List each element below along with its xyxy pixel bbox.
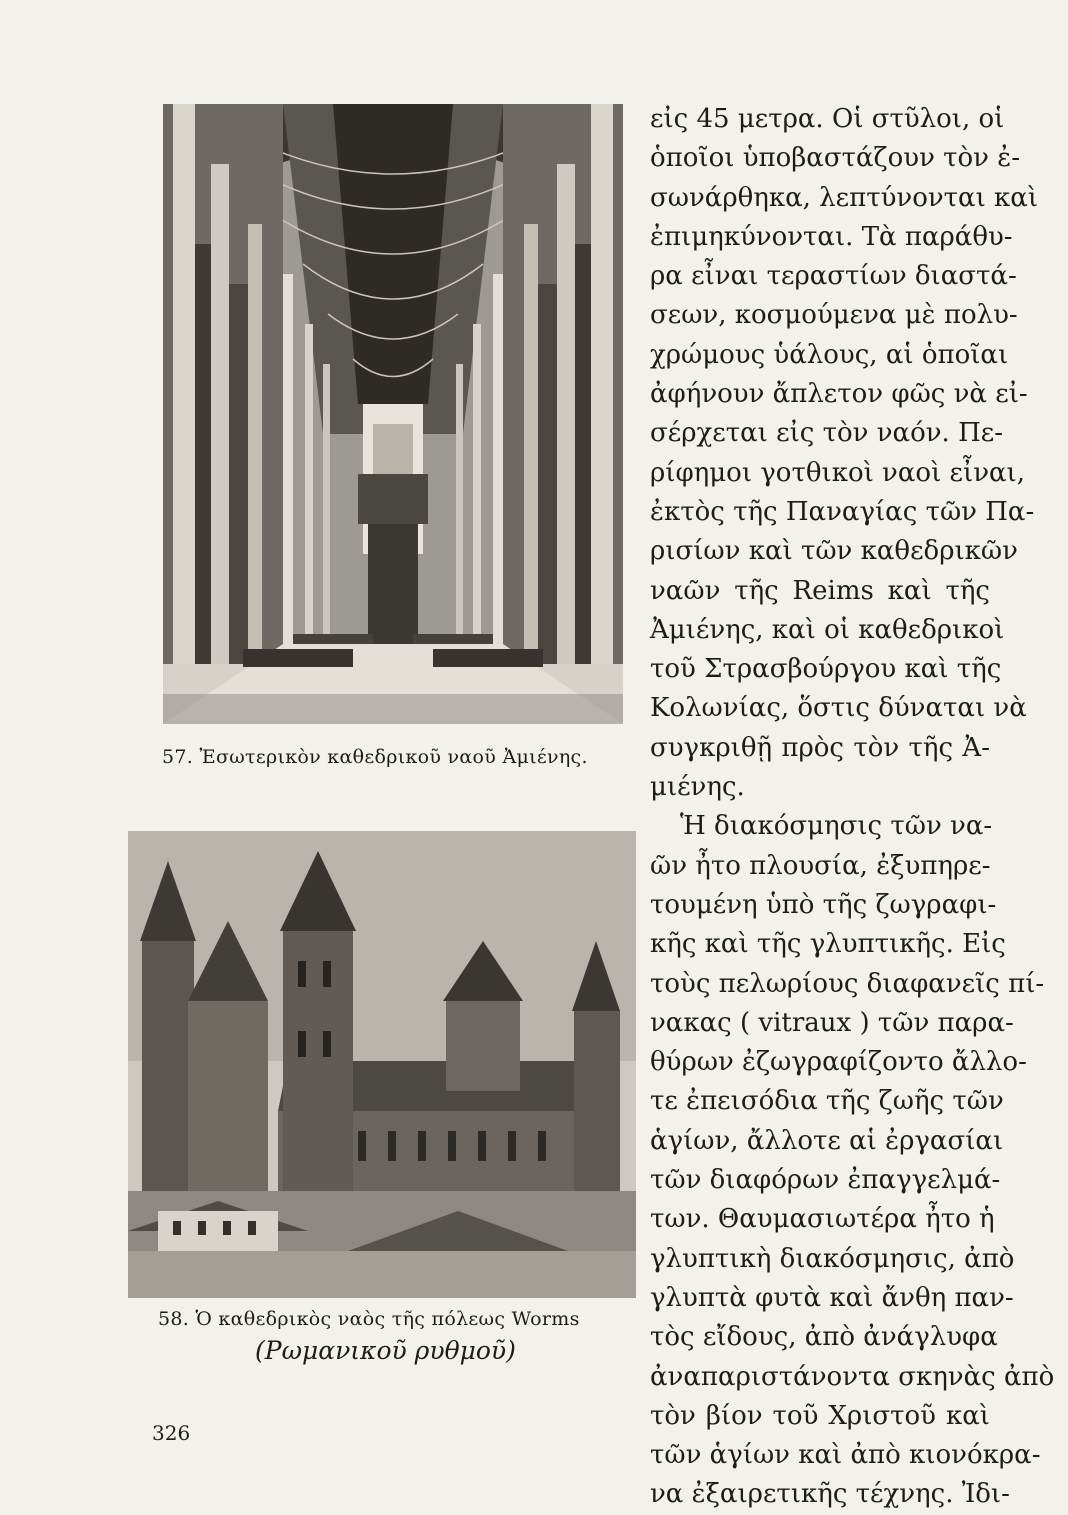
text-line: Ἀμιένης, καὶ οἱ καθεδρικοὶ — [650, 614, 1005, 645]
text-line: τοὺς πελωρίους διαφανεῖς πί- — [650, 968, 1045, 999]
text-line: ὁποῖοι ὑποβαστάζουν τὸν ἐ- — [650, 143, 1020, 174]
text-line: εἰς 45 μετρα. Οἱ στῦλοι, οἱ — [650, 104, 1005, 134]
text-line: θύρων ἐζωγραφίζοντο ἄλλο- — [650, 1047, 1027, 1078]
text-line: ρα εἶναι τεραστίων διαστά- — [650, 261, 1017, 292]
text-column — [650, 100, 1055, 1515]
text-line: να ἐξαιρετικῆς τέχνης. Ἰδι- — [650, 1479, 1010, 1510]
text-line: γλυπτικὴ διακόσμησις, ἀπὸ — [650, 1243, 1015, 1274]
text-line: ἀφήνουν ἄπλετον φῶς νὰ εἰ- — [650, 379, 1028, 410]
figure-58-caption: 58. Ὁ καθεδρικὸς ναὸς τῆς πόλεως Worms — [158, 1308, 580, 1330]
page-number: 326 — [152, 1421, 191, 1445]
text-line: ἐκτὸς τῆς Παναγίας τῶν Πα- — [650, 496, 1035, 527]
text-line: νακας ( vitraux ) τῶν παρα- — [650, 1007, 1014, 1038]
text-line: σωνάρθηκα, λεπτύνονται καὶ — [650, 182, 1039, 213]
figure-57-caption: 57. Ἐσωτερικὸν καθεδρικοῦ ναοῦ Ἀμιένης. — [162, 746, 588, 768]
text-line: ἐπιμηκύνονται. Τὰ παράθυ- — [650, 221, 1013, 252]
text-line: ἀναπαριστάνοντα σκηνὰς ἀπὸ — [650, 1361, 1055, 1392]
figure-amiens-nave-photo — [163, 104, 623, 724]
text-line: ναῶν τῆς Reims καὶ τῆς — [650, 575, 990, 606]
text-line: Ἡ διακόσμησις τῶν να- — [680, 811, 993, 842]
text-line: ῶν ἦτο πλουσία, ἐξυπηρε- — [650, 850, 991, 881]
text-line: συγκριθῇ πρὸς τὸν τῆς Ἀ- — [650, 732, 990, 763]
text-line: σέρχεται εἰς τὸν ναόν. Πε- — [650, 418, 1004, 449]
text-line: ἁγίων, ἄλλοτε αἱ ἐργασίαι — [650, 1125, 1004, 1156]
text-line: τοῦ Στρασβούργου καὶ τῆς — [650, 654, 1002, 685]
text-line: ρισίων καὶ τῶν καθεδρικῶν — [650, 536, 1018, 567]
text-line: τε ἐπεισόδια τῆς ζωῆς τῶν — [650, 1086, 1004, 1117]
text-line: τὸς εἴδους, ἀπὸ ἀνάγλυφα — [650, 1322, 998, 1353]
nave-illustration — [163, 104, 623, 724]
text-line: σεων, κοσμούμενα μὲ πολυ- — [650, 300, 1018, 331]
text-line: Κολωνίας, ὅστις δύναται νὰ — [650, 693, 1027, 724]
text-line: κῆς καὶ τῆς γλυπτικῆς. Εἰς — [650, 929, 1006, 960]
text-line: των. Θαυμασιωτέρα ἦτο ἡ — [650, 1204, 995, 1235]
text-line: γλυπτὰ φυτὰ καὶ ἄνθη παν- — [650, 1282, 1014, 1313]
text-line: ρίφημοι γοτθικοὶ ναοὶ εἶναι, — [650, 457, 1026, 488]
figure-58-subcaption: (Ρωμανικοῦ ρυθμοῦ) — [255, 1336, 516, 1365]
text-line: τῶν ἁγίων καὶ ἀπὸ κιονόκρα- — [650, 1440, 1041, 1471]
figure-worms-cathedral-photo — [128, 831, 636, 1298]
text-line: τουμένη ὑπὸ τῆς ζωγραφι- — [650, 889, 997, 920]
text-line: τῶν διαφόρων ἐπαγγελμά- — [650, 1165, 1001, 1196]
text-line: τὸν βίον τοῦ Χριστοῦ καὶ — [650, 1400, 990, 1431]
text-line: μιένης. — [650, 772, 745, 803]
cathedral-illustration — [128, 831, 636, 1298]
text-line: χρώμους ὑάλους, αἱ ὁποῖαι — [650, 339, 1009, 370]
